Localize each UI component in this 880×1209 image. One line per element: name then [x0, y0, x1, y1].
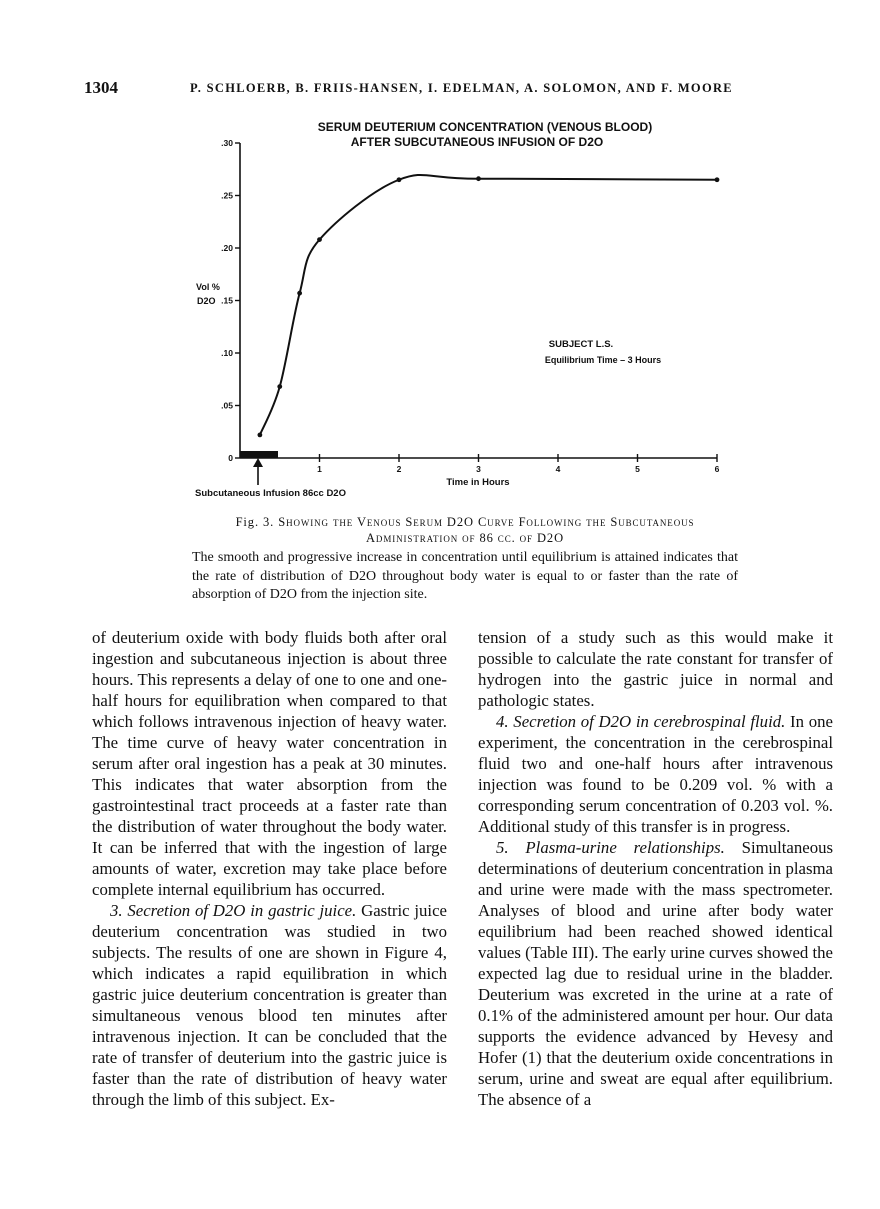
data-point: [297, 291, 302, 296]
equilibrium-annotation: Equilibrium Time – 3 Hours: [544, 355, 662, 365]
x-tick-label: 1: [317, 464, 322, 474]
data-points: [257, 176, 719, 437]
section-heading: 5. Plasma-urine relationships.: [496, 838, 725, 857]
infusion-arrow-icon: [253, 458, 263, 485]
data-point: [476, 176, 481, 181]
page-number: 1304: [84, 78, 118, 97]
page-header: [84, 78, 734, 102]
figure-caption: [192, 514, 738, 546]
data-point: [277, 384, 282, 389]
y-tick-label: .25: [221, 190, 233, 201]
right-text-column: [478, 627, 833, 1110]
x-tick-label: 5: [635, 464, 640, 474]
data-point: [715, 177, 720, 182]
y-tick-label: .15: [221, 295, 233, 306]
paragraph: 5. Plasma-urine relationships. Simultaneous determinations of deuterium concentration in plasma and urine were made with the mass spectrometer. Analyses of blood and urine after body water equilibrium had been reached showed identical values (Table III). The early urine curves showed the expected lag due to residual urine in the bladder. Deuterium was excreted in the urine at a rate of 0.1% of the administered amount per hour. Our data supports the evidence advanced by Hevesy and Hofer (1) that the deuterium oxide concentrations in serum, urine and sweat are equal after equilibrium. The absence of a: [478, 838, 834, 1109]
serum-deuterium-curve: [260, 175, 717, 435]
x-tick-label: 6: [714, 464, 720, 474]
y-tick-label: .20: [221, 243, 233, 253]
section-heading: 4. Secretion of D2O in cerebrospinal fluid.: [496, 712, 786, 731]
x-ticks: [317, 454, 720, 474]
figure-caption-label: Fig. 3.: [235, 515, 275, 529]
y-tick-label: 0: [228, 453, 233, 463]
chart-title-line2: AFTER SUBCUTANEOUS INFUSION OF D2O: [350, 135, 604, 149]
section-heading: 3. Secretion of D2O in gastric juice.: [110, 901, 357, 920]
y-tick-label: .05: [221, 400, 233, 411]
figure-3-chart: [185, 115, 745, 505]
x-axis-label: Time in Hours: [446, 477, 510, 488]
data-point: [317, 237, 322, 242]
paragraph: 4. Secretion of D2O in cerebrospinal fluid. In one experiment, the concentration in the cerebrospinal fluid two and one-half hours after intravenous injection was found to be 0.209 vol. % with a corresponding serum concentration of 0.203 vol. %. Additional study of this transfer is in progress.: [478, 712, 833, 836]
data-point: [257, 433, 262, 438]
y-axis-label-line1: Vol %: [196, 282, 220, 292]
infusion-annotation: Subcutaneous Infusion 86cc D2O: [195, 488, 346, 499]
y-tick-label: .30: [221, 138, 233, 148]
infusion-bar: [240, 451, 278, 458]
paragraph: of deuterium oxide with body fluids both after oral ingestion and subcutaneous injection is about three hours. This represents a delay of one to one and one-half hours for equilibration when compared to that which follows intravenous injection of heavy water. The time curve of heavy water concentration in serum after oral ingestion has a peak at 30 minutes. This indicates that water absorption from the gastrointestinal tract proceeds at a faster rate than the distribution of water throughout the body water. It can be inferred that with the ingestion of large amounts of water, excretion may take place before complete internal equilibrium has occurred.: [92, 628, 447, 899]
figure-caption-text: Showing the Venous Serum D2O Curve Following the Subcutaneous Administration of 86 cc. of D2O: [278, 515, 695, 545]
y-ticks: [221, 138, 240, 463]
y-tick-label: .10: [221, 348, 233, 358]
x-tick-label: 4: [555, 464, 561, 474]
subject-annotation: SUBJECT L.S.: [548, 339, 614, 350]
chart-title-line1: SERUM DEUTERIUM CONCENTRATION (VENOUS BLOOD): [317, 120, 653, 134]
figure-legend: The smooth and progressive increase in concentration until equilibrium is attained indicates that the rate of distribution of D2O throughout body water is equal to or faster than the rate of absorption of D2O from the injection site.: [192, 550, 738, 602]
x-tick-label: 2: [396, 464, 402, 474]
paragraph: 3. Secretion of D2O in gastric juice. Gastric juice deuterium concentration was studied in two subjects. The results of one are shown in Figure 4, which indicates a rapid equilibration in which gastric juice deuterium concentration is greater than simultaneous venous blood ten minutes after intravenous injection. It can be concluded that the rate of transfer of deuterium into the gastric juice is faster than the rate of distribution of heavy water through the limb of this subject. Ex-: [92, 901, 447, 1109]
left-text-column: [92, 627, 447, 1110]
running-head-authors: P. SCHLOERB, B. FRIIS-HANSEN, I. EDELMAN, A. SOLOMON, AND F. MOORE: [190, 81, 733, 95]
data-point: [397, 177, 402, 182]
paragraph: tension of a study such as this would make it possible to calculate the rate constant for transfer of hydrogen into the gastric juice in normal and pathologic states.: [478, 628, 833, 710]
x-tick-label: 3: [476, 464, 481, 474]
y-axis-label-line2: D2O: [197, 296, 216, 306]
